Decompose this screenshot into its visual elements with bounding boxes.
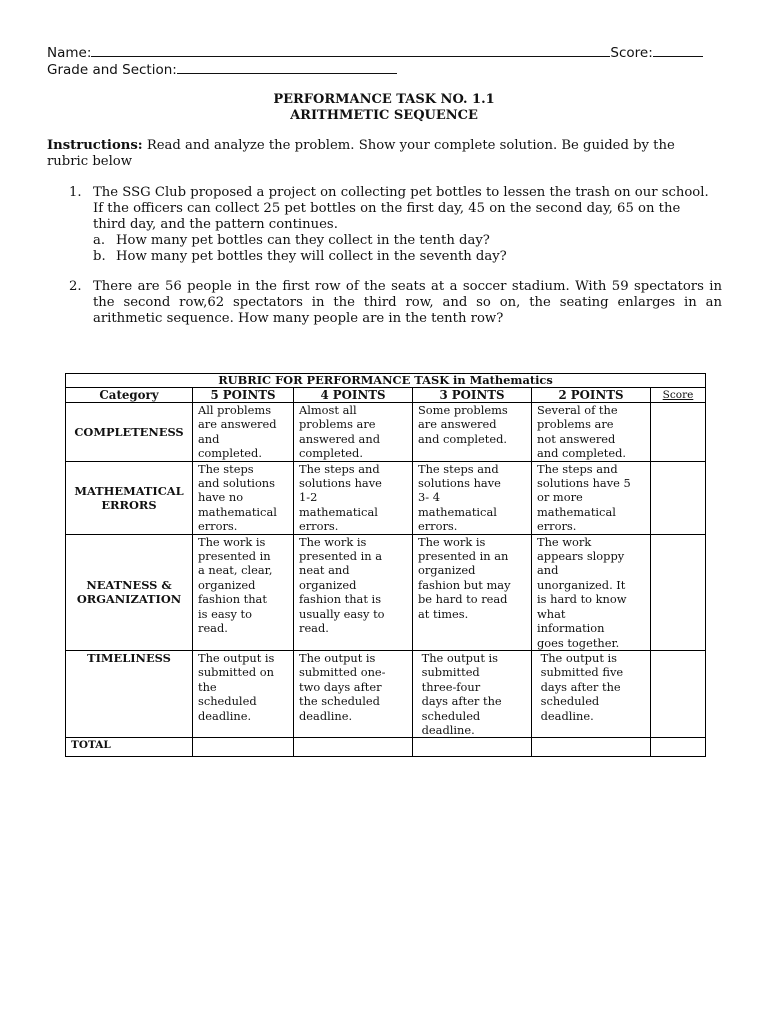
instructions [47, 138, 722, 170]
problem-1-sub-b: b. How many pet bottles they will collect in the seventh day? [93, 249, 507, 264]
score-cell[interactable] [651, 403, 706, 462]
rubric-descriptor [294, 403, 413, 462]
descriptor-line: presented in a [299, 549, 383, 564]
name-line [47, 44, 703, 61]
descriptor-line: information [537, 621, 605, 636]
category-label: ERRORS [101, 497, 157, 512]
grade-field[interactable] [177, 61, 397, 74]
descriptor-line: deadline. [418, 722, 475, 737]
category-label: COMPLETENESS [74, 424, 184, 439]
problem-1 [93, 185, 722, 265]
descriptor-line: mathematical [537, 504, 616, 519]
rubric-descriptor [294, 650, 413, 737]
descriptor-line: are answered [418, 417, 497, 432]
instructions-text: Read and analyze the problem. Show your complete solution. Be guided by the [142, 138, 675, 153]
descriptor-line: fashion but may [418, 577, 511, 592]
descriptor-line: neat and [299, 563, 350, 578]
task-subtitle: ARITHMETIC SEQUENCE [290, 108, 478, 123]
descriptor-line: submitted [418, 665, 480, 680]
descriptor-line: usually easy to [299, 606, 385, 621]
score-cell[interactable] [651, 650, 706, 737]
descriptor-line: submitted one- [299, 665, 386, 680]
descriptor-line: and solutions [198, 476, 275, 491]
descriptor-line: days after the [537, 679, 621, 694]
descriptor-line: errors. [537, 519, 577, 534]
grade-line [47, 61, 397, 78]
descriptor-line: presented in an [418, 549, 509, 564]
descriptor-line: fashion that is [299, 592, 382, 607]
descriptor-line: The work is [418, 534, 486, 549]
category-label: MATHEMATICAL [74, 483, 184, 498]
descriptor-line: and completed. [418, 431, 507, 446]
name-label: Name: [47, 45, 92, 61]
problem-1-line: If the officers can collect 25 pet bottles on the first day, 45 on the second day, 65 on the [93, 201, 681, 216]
rubric-descriptor [532, 650, 651, 737]
descriptor-line: 1-2 [299, 490, 318, 505]
instructions-label: Instructions: [47, 138, 143, 153]
problem-2-line: the second row,62 spectators in the third row, and so on, the seating enlarges in an [93, 295, 722, 310]
rubric-header-row [66, 388, 706, 403]
rubric-descriptor [532, 534, 651, 650]
problem-1-number: 1. [69, 185, 82, 200]
descriptor-line: All problems [198, 403, 272, 417]
descriptor-line: days after the [418, 694, 502, 709]
rubric-descriptor [193, 534, 294, 650]
score-field[interactable] [653, 44, 703, 57]
total-cell[interactable] [193, 738, 294, 757]
rubric-row-timeliness [66, 650, 706, 737]
problem-1-line: The SSG Club proposed a project on collecting pet bottles to lessen the trash on our school. [93, 185, 709, 200]
instructions-text-2: rubric below [47, 154, 133, 169]
descriptor-line: Some problems [418, 403, 508, 417]
descriptor-line: 3- 4 [418, 490, 440, 505]
descriptor-line: The steps and [537, 461, 618, 476]
rubric-descriptor [193, 403, 294, 462]
descriptor-line: presented in [198, 549, 271, 564]
name-field[interactable] [91, 44, 610, 57]
descriptor-line: is hard to know [537, 592, 627, 607]
descriptor-line: scheduled [198, 694, 257, 709]
problem-1-line: third day, and the pattern continues. [93, 217, 338, 232]
score-label: Score: [610, 45, 653, 61]
descriptor-line: problems are [299, 417, 376, 432]
descriptor-line: is easy to [198, 606, 252, 621]
descriptor-line: completed. [198, 446, 262, 461]
problem-2-line: arithmetic sequence. How many people are in the tenth row? [93, 311, 504, 326]
total-label: TOTAL [66, 738, 193, 757]
descriptor-line: have no [198, 490, 244, 505]
category-label: TIMELINESS [87, 650, 171, 665]
descriptor-line: deadline. [537, 708, 594, 723]
score-cell[interactable] [651, 461, 706, 534]
descriptor-line: and completed. [537, 446, 626, 461]
descriptor-line: The output is [299, 650, 376, 665]
descriptor-line: or more [537, 490, 583, 505]
grade-label: Grade and Section: [47, 62, 177, 78]
descriptor-line: what [537, 606, 566, 621]
descriptor-line: and [537, 563, 559, 578]
header-2-points: 2 POINTS [532, 388, 651, 403]
descriptor-line: The output is [198, 650, 275, 665]
rubric-descriptor [532, 461, 651, 534]
descriptor-line: mathematical [418, 504, 497, 519]
rubric-descriptor [413, 650, 532, 737]
header-4-points: 4 POINTS [294, 388, 413, 403]
descriptor-line: mathematical [198, 504, 277, 519]
descriptor-line: deadline. [299, 708, 353, 723]
descriptor-line: organized [418, 563, 476, 578]
problem-2 [93, 279, 722, 327]
rubric-descriptor [413, 534, 532, 650]
descriptor-line: the scheduled [299, 694, 380, 709]
descriptor-line: errors. [418, 519, 458, 534]
descriptor-line: at times. [418, 606, 469, 621]
descriptor-line: The work is [198, 534, 266, 549]
descriptor-line: solutions have [299, 476, 382, 491]
descriptor-line: and [198, 431, 220, 446]
total-cell[interactable] [413, 738, 532, 757]
rubric-row-completeness [66, 403, 706, 462]
header-3-points: 3 POINTS [413, 388, 532, 403]
descriptor-line: solutions have [418, 476, 501, 491]
descriptor-line: The steps [198, 461, 254, 476]
rubric-row-neatness-organization [66, 534, 706, 650]
descriptor-line: fashion that [198, 592, 267, 607]
descriptor-line: The output is [418, 650, 499, 665]
descriptor-line: The steps and [418, 461, 499, 476]
problem-2-line: There are 56 people in the first row of the seats at a soccer stadium. With 59 spectators in [93, 279, 722, 294]
descriptor-line: submitted on [198, 665, 274, 680]
descriptor-line: The work is [299, 534, 367, 549]
problem-1-sub-a: a. How many pet bottles can they collect in the tenth day? [93, 233, 490, 248]
header-5-points: 5 POINTS [193, 388, 294, 403]
descriptor-line: appears sloppy [537, 549, 625, 564]
descriptor-line: The work [537, 534, 592, 549]
rubric-descriptor [193, 461, 294, 534]
descriptor-line: Almost all [299, 403, 357, 417]
total-cell[interactable] [294, 738, 413, 757]
descriptor-line: The output is [537, 650, 618, 665]
task-title: PERFORMANCE TASK NO. 1.1 [273, 92, 495, 107]
rubric-descriptor [294, 534, 413, 650]
total-cell[interactable] [651, 738, 706, 757]
descriptor-line: mathematical [299, 504, 378, 519]
rubric-category [66, 403, 193, 462]
descriptor-line: the [198, 679, 217, 694]
descriptor-line: not answered [537, 431, 616, 446]
header-score: Score [651, 388, 706, 403]
category-label: NEATNESS & [86, 578, 172, 593]
rubric-descriptor [193, 650, 294, 737]
rubric-category [66, 461, 193, 534]
problem-2-number: 2. [69, 279, 82, 294]
descriptor-line: errors. [299, 519, 339, 534]
rubric-category [66, 534, 193, 650]
descriptor-line: solutions have 5 [537, 476, 631, 491]
descriptor-line: organized [198, 577, 256, 592]
rubric-table [65, 373, 706, 757]
descriptor-line: goes together. [537, 635, 620, 650]
rubric-descriptor [413, 403, 532, 462]
rubric-row-mathematical-errors [66, 461, 706, 534]
descriptor-line: two days after [299, 679, 382, 694]
descriptor-line: submitted five [537, 665, 624, 680]
total-row [66, 738, 706, 757]
descriptor-line: read. [299, 621, 329, 636]
descriptor-line: unorganized. It [537, 577, 626, 592]
descriptor-line: The steps and [299, 461, 380, 476]
descriptor-line: errors. [198, 519, 238, 534]
descriptor-line: answered and [299, 431, 380, 446]
descriptor-line: problems are [537, 417, 614, 432]
descriptor-line: deadline. [198, 708, 252, 723]
descriptor-line: scheduled [537, 694, 600, 709]
total-cell[interactable] [532, 738, 651, 757]
descriptor-line: Several of the [537, 403, 618, 417]
rubric-descriptor [294, 461, 413, 534]
descriptor-line: three-four [418, 679, 481, 694]
score-cell[interactable] [651, 534, 706, 650]
rubric-descriptor [413, 461, 532, 534]
descriptor-line: a neat, clear, [198, 563, 273, 578]
category-label: ORGANIZATION [76, 592, 182, 607]
descriptor-line: be hard to read [418, 592, 508, 607]
rubric-category [66, 650, 193, 737]
descriptor-line: are answered [198, 417, 277, 432]
rubric-caption: RUBRIC FOR PERFORMANCE TASK in Mathematics [66, 374, 706, 388]
header-category: Category [66, 388, 193, 403]
rubric-descriptor [532, 403, 651, 462]
descriptor-line: completed. [299, 446, 363, 461]
descriptor-line: read. [198, 621, 228, 636]
descriptor-line: organized [299, 577, 357, 592]
descriptor-line: scheduled [418, 708, 481, 723]
